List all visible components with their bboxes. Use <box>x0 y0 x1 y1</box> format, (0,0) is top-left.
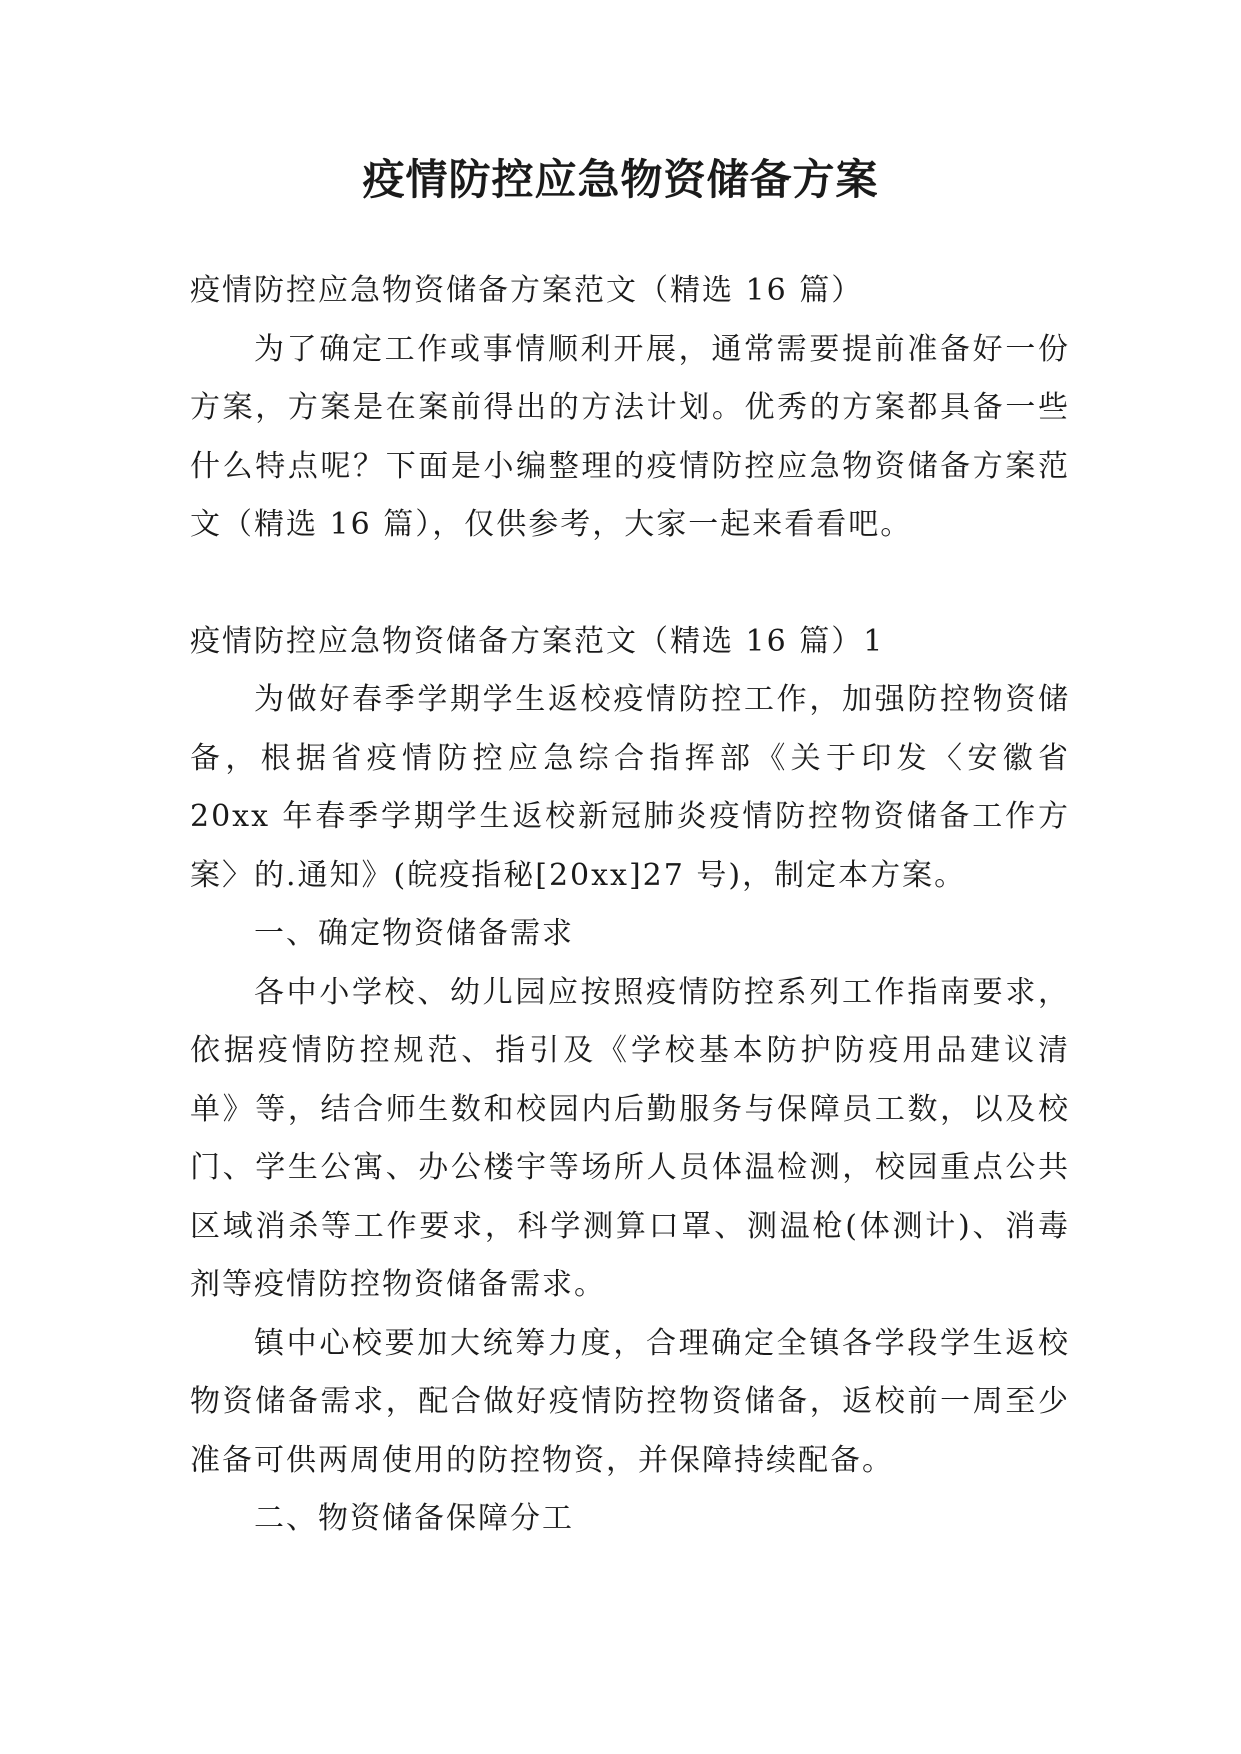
collection-heading: 疫情防控应急物资储备方案范文（精选 16 篇） <box>190 273 864 308</box>
body-paragraph: 镇中心校要加大统筹力度，合理确定全镇各学段学生返校物资储备需求，配合做好疫情防控物资储备，返校前一周至少准备可供两周使用的防控物资，并保障持续配备。 <box>190 1325 1070 1478</box>
article-heading: 疫情防控应急物资储备方案范文（精选 16 篇）1 <box>190 623 885 659</box>
intro-paragraph: 为了确定工作或事情顺利开展，通常需要提前准备好一份方案，方案是在案前得出的方法计划。优秀的方案都具备一些什么特点呢？下面是小编整理的疫情防控应急物资储备方案范文（精选 16 篇），仅供参考，大家一起来看看吧。 <box>190 331 1070 542</box>
document-body <box>190 262 1070 1549</box>
body-paragraph: 各中小学校、幼儿园应按照疫情防控系列工作指南要求，依据疫情防控规范、指引及《学校基本防护防疫用品建议清单》等，结合师生数和校园内后勤服务与保障员工数，以及校门、学生公寓、办公楼宇等场所人员体温检测，校园重点公共区域消杀等工作要求，科学测算口罩、测温枪(体测计)、消毒剂等疫情防控物资储备需求。 <box>190 974 1070 1302</box>
document-title: 疫情防控应急物资储备方案 <box>362 155 879 204</box>
section-heading-2: 二、物资储备保障分工 <box>254 1501 574 1536</box>
body-paragraph: 为做好春季学期学生返校疫情防控工作，加强防控物资储备，根据省疫情防控应急综合指挥部《关于印发〈安徽省 20xx 年春季学期学生返校新冠肺炎疫情防控物资储备工作方案〉的.通知》(皖疫指秘[20xx]27 号)，制定本方案。 <box>190 682 1070 893</box>
section-heading-1: 一、确定物资储备需求 <box>254 916 574 951</box>
